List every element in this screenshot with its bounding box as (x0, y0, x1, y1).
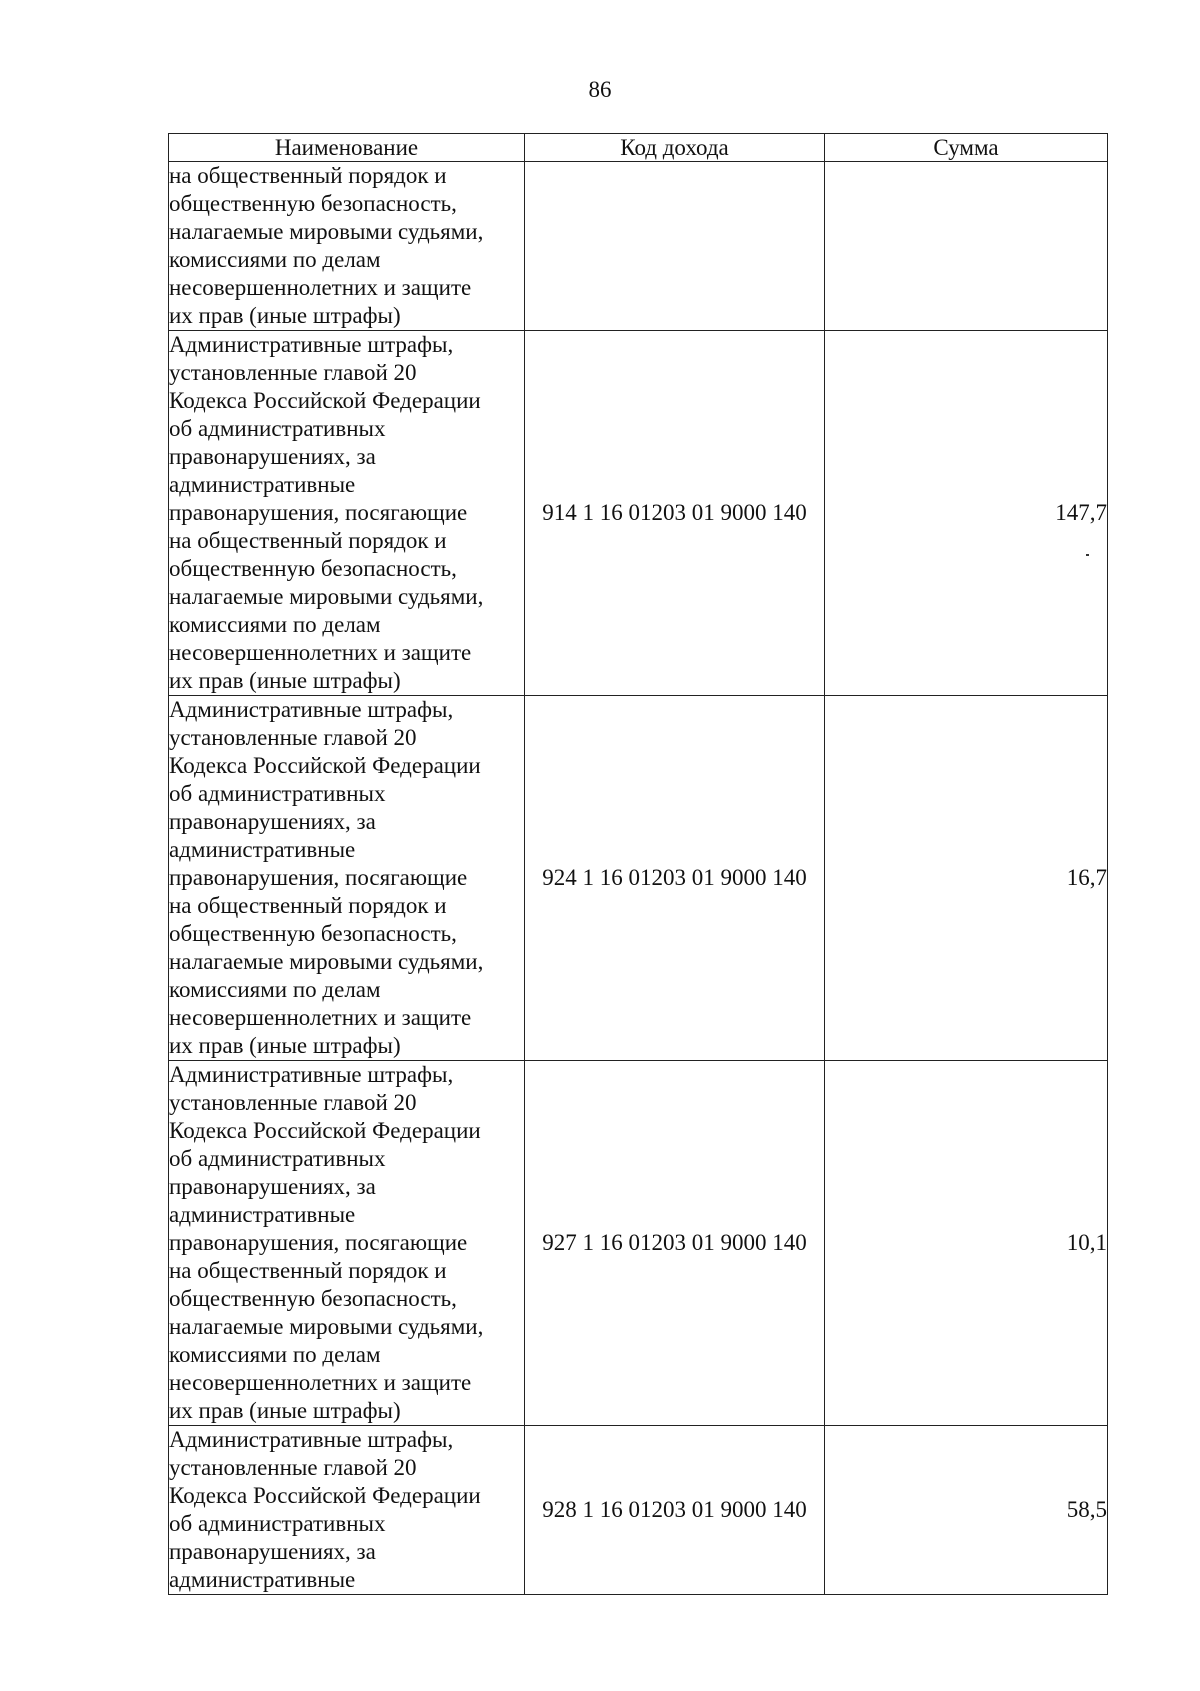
row-name-line: комиссиями по делам (169, 612, 381, 637)
row-name-line: на общественный порядок и (169, 893, 447, 918)
row-name-line: Кодекса Российской Федерации (169, 388, 481, 413)
row-name-line: правонарушениях, за (169, 1174, 376, 1199)
table-row (169, 331, 1108, 696)
row-name-line: Административные штрафы, (169, 697, 454, 722)
row-name-line: установленные главой 20 (169, 1455, 417, 1480)
row-name-line: их прав (иные штрафы) (169, 668, 401, 693)
header-code: Код дохода (525, 134, 825, 162)
row-name-line: установленные главой 20 (169, 1090, 417, 1115)
row-name-line: Кодекса Российской Федерации (169, 753, 481, 778)
row-name-line: Административные штрафы, (169, 1427, 454, 1452)
row-name-line: административные (169, 1202, 356, 1227)
row-name-line: налагаемые мировыми судьями, (169, 219, 484, 244)
table-row (169, 162, 1108, 331)
row-name-line: правонарушениях, за (169, 1539, 376, 1564)
row-name-line: налагаемые мировыми судьями, (169, 584, 484, 609)
row-name-line: Административные штрафы, (169, 332, 454, 357)
row-name-line: об административных (169, 1511, 386, 1536)
row-code: 924 1 16 01203 01 9000 140 (525, 696, 825, 1061)
row-name-line: правонарушения, посягающие (169, 500, 468, 525)
row-name (169, 1061, 525, 1426)
table-row (169, 696, 1108, 1061)
row-name-line: правонарушения, посягающие (169, 865, 468, 890)
page-number: 86 (588, 77, 612, 102)
row-name-line: их прав (иные штрафы) (169, 303, 401, 328)
header-sum: Сумма (825, 134, 1108, 162)
row-name (169, 331, 525, 696)
row-name-line: их прав (иные штрафы) (169, 1033, 401, 1058)
row-name-line: комиссиями по делам (169, 1342, 381, 1367)
row-name-line: несовершеннолетних и защите (169, 640, 472, 665)
table-row (169, 1061, 1108, 1426)
row-name (169, 1426, 525, 1595)
row-name-line: правонарушениях, за (169, 809, 376, 834)
revenue-table (168, 133, 1108, 1595)
row-name-line: правонарушениях, за (169, 444, 376, 469)
row-name-line: общественную безопасность, (169, 191, 457, 216)
row-name (169, 696, 525, 1061)
row-sum: 10,1 (825, 1061, 1108, 1426)
row-name-line: Кодекса Российской Федерации (169, 1483, 481, 1508)
row-name-line: несовершеннолетних и защите (169, 1005, 472, 1030)
row-name-line: общественную безопасность, (169, 1286, 457, 1311)
row-sum: 16,7 (825, 696, 1108, 1061)
row-name-line: об административных (169, 1146, 386, 1171)
row-name-line: установленные главой 20 (169, 360, 417, 385)
scan-speck (1086, 554, 1089, 556)
row-name-line: комиссиями по делам (169, 977, 381, 1002)
row-name-line: на общественный порядок и (169, 1258, 447, 1283)
row-name-line: налагаемые мировыми судьями, (169, 949, 484, 974)
row-name-line: комиссиями по делам (169, 247, 381, 272)
row-name-line: об административных (169, 781, 386, 806)
row-name-line: общественную безопасность, (169, 556, 457, 581)
row-name-line: правонарушения, посягающие (169, 1230, 468, 1255)
row-code: 914 1 16 01203 01 9000 140 (525, 331, 825, 696)
row-code: 927 1 16 01203 01 9000 140 (525, 1061, 825, 1426)
row-name-line: несовершеннолетних и защите (169, 275, 472, 300)
row-name (169, 162, 525, 331)
row-name-line: административные (169, 472, 356, 497)
row-sum (825, 162, 1108, 331)
row-name-line: их прав (иные штрафы) (169, 1398, 401, 1423)
row-name-line: административные (169, 1567, 356, 1592)
row-name-line: административные (169, 837, 356, 862)
row-name-line: на общественный порядок и (169, 163, 447, 188)
row-name-line: налагаемые мировыми судьями, (169, 1314, 484, 1339)
row-name-line: на общественный порядок и (169, 528, 447, 553)
table-header-row (169, 134, 1108, 162)
row-sum: 58,5 (825, 1426, 1108, 1595)
row-code: 928 1 16 01203 01 9000 140 (525, 1426, 825, 1595)
row-sum: 147,7 (825, 331, 1108, 696)
row-name-line: об административных (169, 416, 386, 441)
table-row (169, 1426, 1108, 1595)
row-name-line: установленные главой 20 (169, 725, 417, 750)
row-name-line: несовершеннолетних и защите (169, 1370, 472, 1395)
header-name: Наименование (169, 134, 525, 162)
row-name-line: Кодекса Российской Федерации (169, 1118, 481, 1143)
row-name-line: общественную безопасность, (169, 921, 457, 946)
row-code (525, 162, 825, 331)
row-name-line: Административные штрафы, (169, 1062, 454, 1087)
